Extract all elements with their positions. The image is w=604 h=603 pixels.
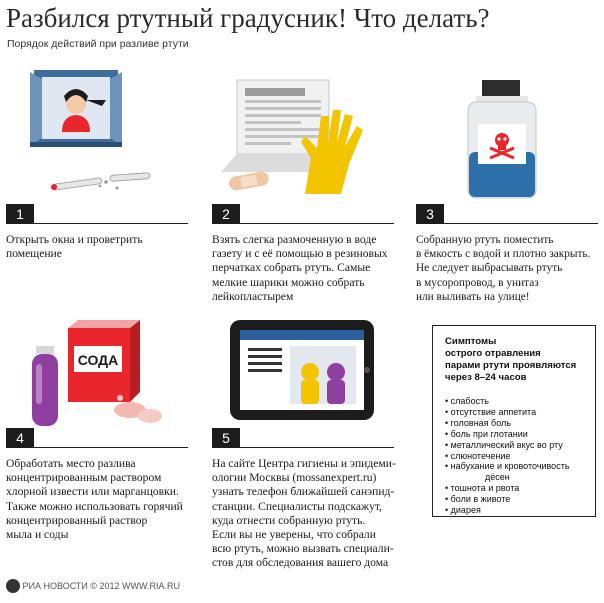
footer-credit: РИА НОВОСТИ © 2012 WWW.RIA.RU [22, 581, 181, 591]
symptoms-title: Симптомы острого отравления парами ртути проявляются через 8–24 часов [445, 336, 577, 383]
symptom-item: • головная боль [445, 418, 587, 429]
symptom-item-continued: дёсен [485, 472, 510, 483]
step-3-header [416, 204, 598, 224]
symptom-item: • слабость [445, 396, 587, 407]
step-3-number: 3 [416, 204, 444, 224]
step-4-text: Обработать место разлива концентрированным раствором хлорной извести или марганцовки. Также можно использовать горячий концентрированный раствор мыла и соды [6, 457, 183, 542]
page-title: Разбился ртутный градусник! Что делать? [6, 3, 490, 33]
step-2-text: Взять слегка размоченную в воде газету и с её помощью в резиновых перчатках собрать ртуть. Самые мелкие шарики можно собрать лейкопластырем [212, 233, 388, 303]
step-2-number: 2 [212, 204, 240, 224]
step-5-header [212, 428, 394, 448]
soda-bottle-illustration [22, 318, 182, 430]
broken-thermometer-icon [51, 173, 150, 191]
open-window-illustration [22, 70, 172, 195]
plaster-icon [228, 171, 270, 192]
symptoms-list [445, 396, 587, 516]
step-3-text: Собранную ртуть поместить в ёмкость с водой и плотно закрыть. Не следует выбрасывать ртуть в мусоропровод, в унитаз или выливать на улице! [416, 234, 591, 303]
newspaper-glove-illustration [213, 78, 383, 198]
step-1-text: Открыть окна и проветрить помещение [6, 233, 143, 261]
footer [6, 579, 180, 595]
ria-logo-icon [6, 579, 20, 593]
symptom-item: • диарея [445, 505, 587, 516]
symptom-item: • боли в животе [445, 494, 587, 505]
symptom-item: • отсутствие аппетита [445, 407, 587, 418]
symptom-item: • слюнотечение [445, 451, 587, 462]
soda-label: СОДА [77, 352, 119, 368]
step-4-header [6, 428, 188, 448]
step-2-header [212, 204, 394, 224]
step-5-text: На сайте Центра гигиены и эпидеми- ологии Москвы (mossanexpert.ru) узнать телефон ближайшей санэпид- станции. Специалисты подскажут, куда отнести собранную ртуть. Если вы не уверены, что собрали всю ртуть, можно вызвать специали- стов для обследования вашего дома [212, 457, 396, 570]
page-subtitle: Порядок действий при разливе ртути [7, 38, 189, 50]
step-5-number: 5 [212, 428, 240, 448]
symptoms-box [432, 325, 596, 517]
tablet-illustration [228, 318, 376, 422]
step-1-number: 1 [6, 204, 34, 224]
symptom-item: • набухание и кровоточивость [445, 461, 587, 472]
symptom-item: • тошнота и рвота [445, 483, 587, 494]
jar-illustration [462, 72, 558, 202]
bottle-icon [32, 346, 58, 426]
symptom-item: • боль при глотании [445, 429, 587, 440]
step-1-header [6, 204, 188, 224]
step-4-number: 4 [6, 428, 34, 448]
soap-icon [114, 395, 162, 423]
symptom-item: • металлический вкус во рту [445, 440, 587, 451]
